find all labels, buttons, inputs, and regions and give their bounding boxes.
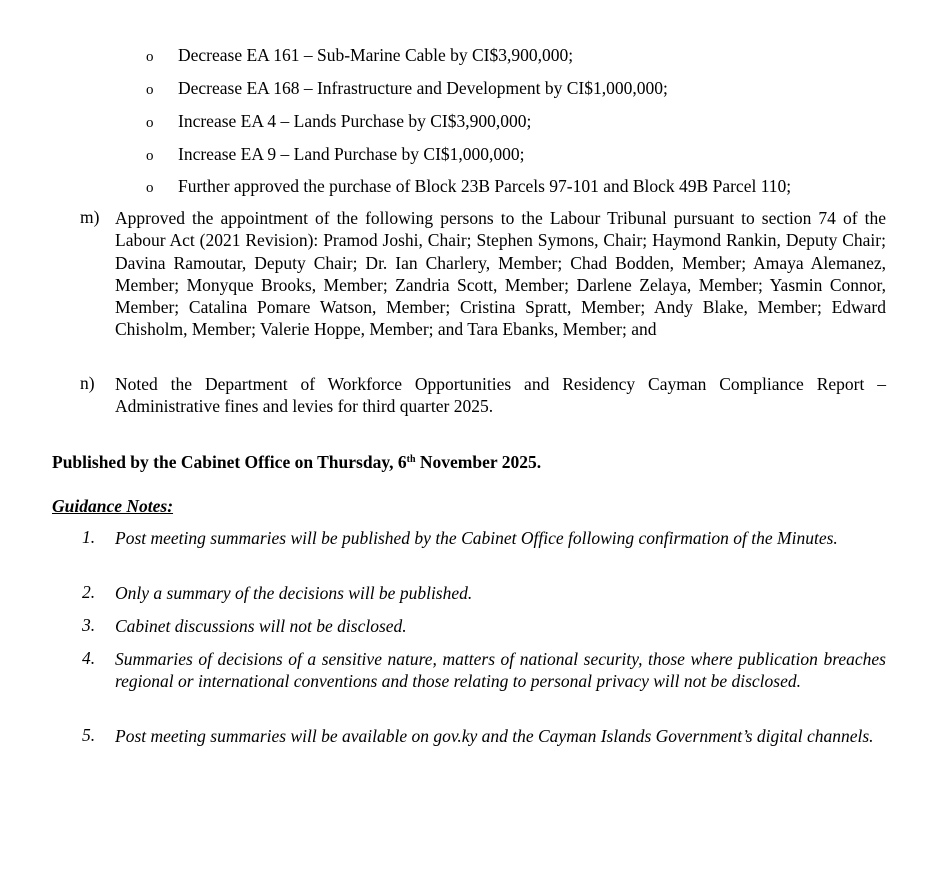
budget-bullet [146, 76, 668, 100]
guidance-note [82, 615, 886, 637]
note-number: 3. [82, 615, 96, 635]
hollow-bullet-icon: o [146, 148, 154, 164]
note-text: Post meeting summaries will be published by the Cabinet Office following confirmation of the Minutes. [115, 528, 838, 548]
published-ordinal: th [406, 454, 416, 465]
note-text: Summaries of decisions of a sensitive nature, matters of national security, those where publication breaches regional or international conventions and those relating to personal privacy will not be disclosed. [115, 649, 886, 692]
bullet-text: Decrease EA 168 – Infrastructure and Development by CI$1,000,000; [178, 78, 668, 98]
budget-bullet [146, 43, 573, 67]
published-prefix: Published by the Cabinet Office on Thursday, 6 [52, 452, 407, 472]
hollow-bullet-icon: o [146, 180, 154, 196]
guidance-notes-heading: Guidance Notes: [52, 496, 174, 516]
guidance-note [82, 648, 886, 693]
note-number: 2. [82, 582, 96, 602]
bullet-text: Further approved the purchase of Block 23B Parcels 97-101 and Block 49B Parcel 110; [178, 176, 792, 196]
budget-bullet [146, 109, 531, 133]
guidance-note [82, 582, 886, 604]
bullet-text: Increase EA 9 – Land Purchase by CI$1,000,000; [178, 144, 525, 164]
decision-item-m [80, 207, 886, 341]
guidance-note [82, 725, 886, 747]
hollow-bullet-icon: o [146, 82, 154, 98]
decision-item-n [80, 373, 886, 418]
budget-bullet [146, 142, 525, 166]
hollow-bullet-icon: o [146, 115, 154, 131]
note-text: Post meeting summaries will be available on gov.ky and the Cayman Islands Government’s digital channels. [115, 726, 874, 746]
hollow-bullet-icon: o [146, 49, 154, 65]
decision-text: Approved the appointment of the following persons to the Labour Tribunal pursuant to section 74 of the Labour Act (2021 Revision): Pramod Joshi, Chair; Stephen Symons, Chair; Haymond Rankin, Deputy Chair; Davina Ramoutar, Deputy Chair; Dr. Ian Charlery, Member; Chad Bodden, Member; Amaya Alemanez, Member; Monyque Brooks, Member; Zandria Scott, Member; Darlene Zelaya, Member; Yasmin Connor, Member; Catalina Pomare Watson, Member; Cristina Spratt, Member; Andy Blake, Member; Edward Chisholm, Member; Valerie Hoppe, Member; and Tara Ebanks, Member; and [115, 208, 886, 340]
decision-label: m) [80, 207, 100, 227]
note-number: 4. [82, 648, 96, 668]
note-text: Only a summary of the decisions will be published. [115, 583, 473, 603]
note-text: Cabinet discussions will not be disclosed. [115, 616, 407, 636]
note-number: 1. [82, 527, 96, 547]
decision-label: n) [80, 373, 95, 393]
published-suffix: November 2025. [415, 452, 542, 472]
published-statement [52, 450, 541, 474]
budget-bullet [146, 174, 791, 198]
guidance-note [82, 527, 886, 549]
note-number: 5. [82, 725, 96, 745]
bullet-text: Increase EA 4 – Lands Purchase by CI$3,900,000; [178, 111, 532, 131]
bullet-text: Decrease EA 161 – Sub-Marine Cable by CI$3,900,000; [178, 45, 574, 65]
decision-text: Noted the Department of Workforce Opportunities and Residency Cayman Compliance Report – Administrative fines and levies for third quarter 2025. [115, 374, 886, 417]
